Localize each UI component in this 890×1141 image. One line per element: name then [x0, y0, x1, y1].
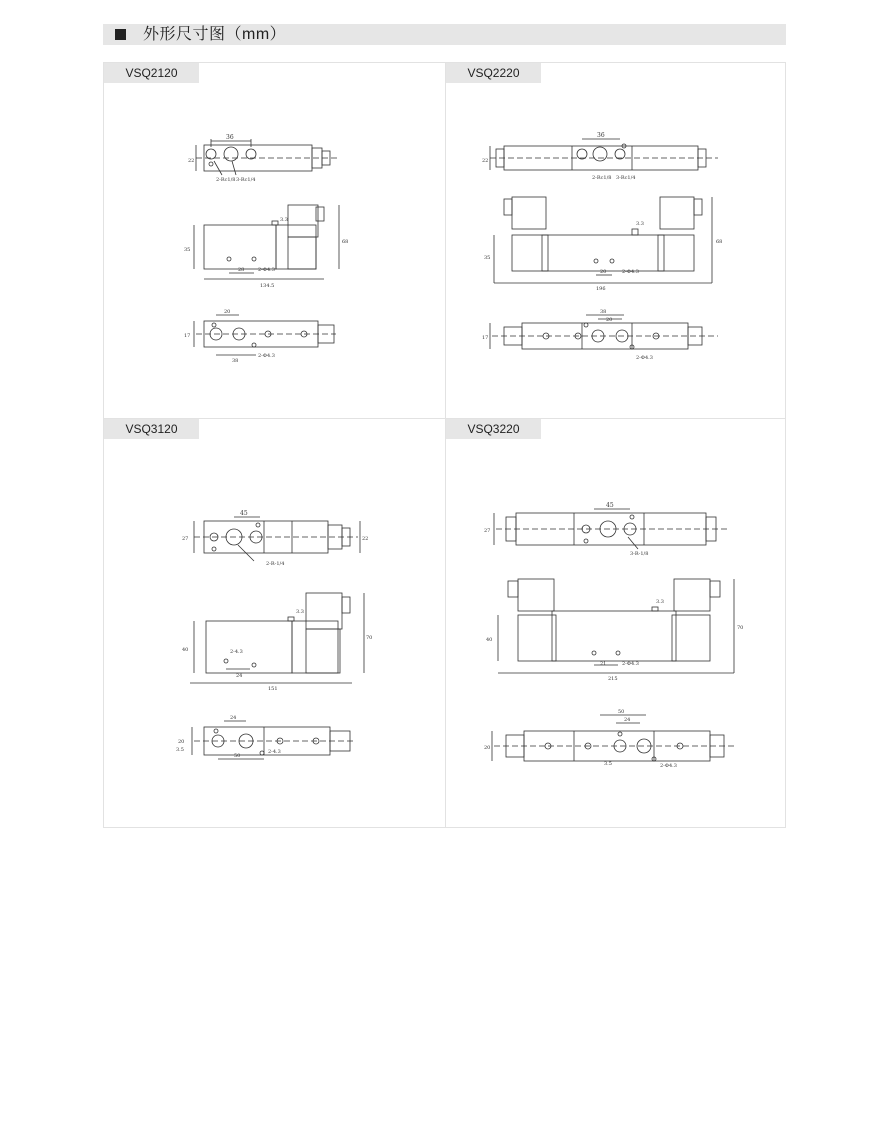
vsq2120-bottom-height-dim: 17 — [184, 333, 191, 339]
vsq2220-bottom-inner-dim: 20 — [606, 317, 613, 323]
vsq2120-side-view — [184, 205, 348, 289]
vsq2220-bottom-top-dim: 38 — [600, 309, 607, 315]
panel-tab-vsq3220: VSQ3220 — [446, 419, 541, 439]
vsq2220-side-small-dim: 3.3 — [636, 221, 644, 227]
vsq3220-side-hole-label: 2-Φ4.3 — [622, 661, 639, 667]
vsq3120-side-view — [182, 593, 372, 692]
vsq2120-dimension-drawing — [174, 133, 354, 373]
section-header — [103, 24, 786, 45]
vsq3220-side-small-dim: 3.3 — [656, 599, 664, 605]
vsq3120-bottom-top-dim: 24 — [230, 715, 237, 721]
vsq2220-side-total-height-dim: 68 — [716, 239, 723, 245]
vsq2220-side-length-dim: 196 — [596, 286, 606, 292]
vsq3220-bottom-inner-dim: 24 — [624, 717, 631, 723]
vsq3120-top-height-dim: 27 — [182, 536, 189, 542]
vsq2220-port-b-label: 3-Rc1/4 — [616, 175, 636, 181]
vsq2120-side-total-height-dim: 68 — [342, 239, 349, 245]
vsq2220-top-height-dim: 22 — [482, 158, 489, 164]
vsq2120-side-length-dim: 134.5 — [260, 283, 275, 289]
vsq3220-port-b-label: 3-R-1/8 — [630, 551, 649, 557]
vsq3120-bottom-height-dim: 20 — [178, 739, 185, 745]
vsq3120-side-total-height-dim: 70 — [366, 635, 373, 641]
vsq3120-top-view — [182, 510, 368, 567]
vsq3120-side-hole-spacing: 24 — [236, 673, 243, 679]
vsq2220-bottom-height-dim: 17 — [482, 335, 489, 341]
vsq2220-top-width-dim: 36 — [597, 132, 605, 139]
vsq2120-port-b-label: 3-Rc1/4 — [236, 177, 256, 183]
vsq3220-bottom-hole-label: 2-Φ4.3 — [660, 763, 677, 769]
vsq2220-bottom-hole-label: 2-Φ4.3 — [636, 355, 653, 361]
vsq2220-top-view — [482, 132, 718, 181]
vsq3220-side-hole-spacing: 21 — [600, 661, 607, 667]
vsq2220-side-height-dim: 35 — [484, 255, 491, 261]
vsq3220-top-width-dim: 45 — [606, 502, 614, 509]
vsq2120-top-width-dim: 36 — [226, 134, 234, 141]
panel-tab-vsq2220: VSQ2220 — [446, 63, 541, 83]
vsq3220-bottom-offset-dim: 3.5 — [604, 761, 612, 767]
vsq2120-bottom-hole-label: 2-Φ4.3 — [258, 353, 275, 359]
vsq3120-top-height-dim-right: 22 — [362, 536, 369, 542]
vsq2120-bottom-view — [184, 309, 336, 364]
panel-tab-vsq3120: VSQ3120 — [104, 419, 199, 439]
bullet-square-icon — [115, 29, 126, 40]
vsq2220-side-hole-label: 2-Φ4.3 — [622, 269, 639, 275]
vsq3220-bottom-height-dim: 20 — [484, 745, 491, 751]
vsq3120-bottom-labels — [170, 709, 370, 759]
vsq3120-side-height-dim: 40 — [182, 647, 189, 653]
vsq3220-side-view — [486, 579, 743, 682]
vsq3220-side-total-height-dim: 70 — [737, 625, 744, 631]
vsq3120-side-length-dim: 151 — [268, 686, 278, 692]
vsq2220-bottom-view — [482, 309, 718, 361]
vsq3220-top-view — [484, 502, 730, 557]
vsq3220-side-height-dim: 40 — [486, 637, 493, 643]
vsq2220-dimension-drawing — [482, 133, 732, 373]
vsq2220-side-view — [484, 197, 722, 292]
vsq2120-side-small-dim: 3.3 — [280, 217, 288, 223]
vsq2120-side-hole-label: 2-Φ4.3 — [258, 267, 275, 273]
vsq3120-port-b-label: 2-R-1/4 — [266, 561, 285, 567]
vsq3220-side-length-dim: 215 — [608, 676, 618, 682]
vsq3120-bottom-hole-label: 2-4.3 — [268, 749, 281, 755]
vsq2120-top-view — [188, 134, 339, 183]
vsq3220-top-height-dim: 27 — [484, 528, 491, 534]
grid-divider-vertical — [445, 63, 446, 827]
panel-tab-vsq2120: VSQ2120 — [104, 63, 199, 83]
vsq2120-bottom-top-dim: 20 — [224, 309, 231, 315]
drawing-grid — [103, 62, 786, 828]
vsq3120-top-width-dim: 45 — [240, 510, 248, 517]
vsq3220-bottom-labels — [484, 703, 754, 783]
vsq2120-side-height-dim: 35 — [184, 247, 191, 253]
grid-divider-horizontal — [104, 418, 785, 419]
vsq3120-bottom-offset-dim: 3.5 — [176, 747, 184, 753]
vsq2120-top-height-dim: 22 — [188, 158, 195, 164]
vsq2220-port-a-label: 2-Rc1/8 — [592, 175, 612, 181]
section-title: 外形尺寸图（mm） — [143, 26, 287, 43]
vsq2120-bottom-bottom-dim: 38 — [232, 358, 239, 364]
vsq3120-side-small-dim: 3.3 — [296, 609, 304, 615]
vsq2120-port-a-label: 2-Rc1/8 — [216, 177, 236, 183]
vsq2220-side-hole-spacing: 20 — [600, 269, 607, 275]
vsq3120-bottom-bottom-dim: 50 — [234, 753, 241, 759]
vsq2120-side-hole-spacing: 28 — [238, 267, 245, 273]
vsq3120-side-hole-label: 2-4.3 — [230, 649, 243, 655]
vsq3220-bottom-top-dim: 50 — [618, 709, 625, 715]
